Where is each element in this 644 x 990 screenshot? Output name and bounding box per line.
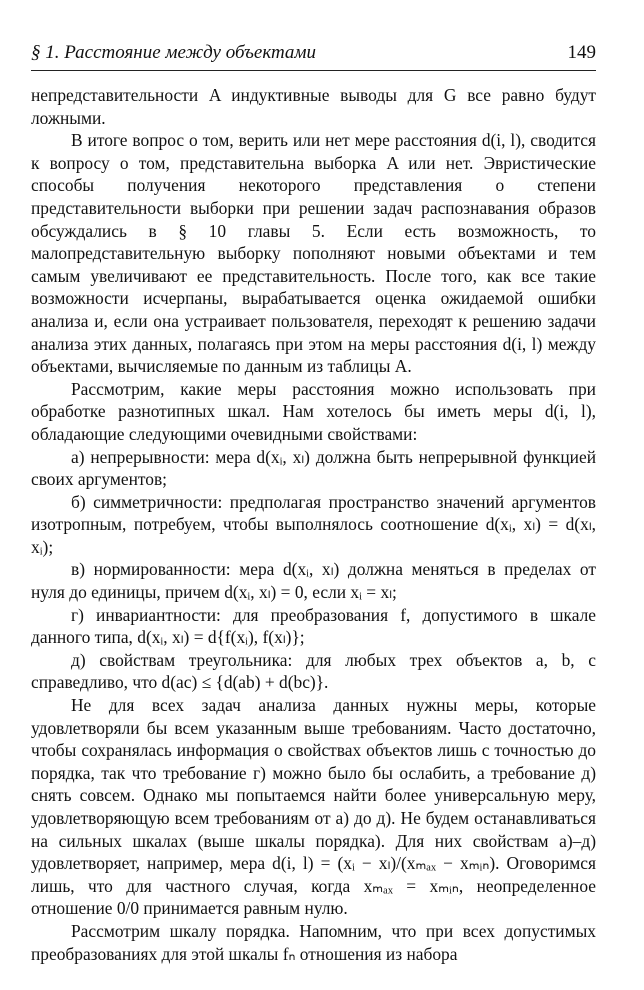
running-header (31, 42, 596, 71)
paragraph: непредставительности A индуктивные выводы для G все равно будут ложными. (31, 85, 596, 128)
list-item-triangle: д) свойствам треугольника: для любых трех объектов a, b, c справедливо, что d(ac) ≤ {d(ab) + d(bc)}. (31, 649, 596, 693)
paragraph: Рассмотрим, какие меры расстояния можно использовать при обработке разнотипных шкал. Нам хотелось бы иметь меры d(i, l), обладающие следующими очевидными свойствами: (31, 378, 596, 444)
body-text (31, 84, 596, 965)
list-item-invariance: г) инвариантности: для преобразования f, допустимого в шкале данного типа, d(xᵢ, xₗ) = d{f(xᵢ), f(xₗ)}; (31, 604, 596, 648)
list-item-continuity: а) непрерывности: мера d(xᵢ, xₗ) должна быть непрерывной функцией своих аргументов; (31, 446, 596, 490)
paragraph: Не для всех задач анализа данных нужны меры, которые удовлетворяли бы всем указанным выше требованиям. Часто достаточно, чтобы сохранялась информация о свойствах объектов лишь с точностью до порядка, так что требование г) можно было бы ослабить, а требование д) снять совсем. Однако мы попытаемся найти более универсальную меру, удовлетворяющую всем требованиям от а) до д). Не будем останавливаться на сильных шкалах (выше шкалы порядка). Для них свойствам а)–д) удовлетворяет, например, мера d(i, l) = (xᵢ − xₗ)/(xₘₐₓ − xₘᵢₙ). Оговоримся лишь, что для частного случая, когда xₘₐₓ = xₘᵢₙ, неопределенное отношение 0/0 принимается равным нулю. (31, 695, 596, 919)
list-item-normalization: в) нормированности: мера d(xᵢ, xₗ) должна меняться в пределах от нуля до единицы, причем d(xᵢ, xₗ) = 0, если xᵢ = xₗ; (31, 559, 596, 603)
section-title: § 1. Расстояние между объектами (31, 42, 317, 63)
page-number: 149 (567, 42, 596, 63)
list-item-symmetry: б) симметричности: предполагая пространство значений аргументов изотропным, потребуем, чтобы выполнялось соотношение d(xᵢ, xₗ) = d(xₗ, xᵢ); (31, 491, 596, 557)
paragraph: Рассмотрим шкалу порядка. Напомним, что при всех допустимых преобразованиях для этой шкалы fₙ отношения из набора (31, 920, 596, 964)
paragraph: В итоге вопрос о том, верить или нет мере расстояния d(i, l), сводится к вопросу о том, представительна выборка A или нет. Эвристические способы получения некоторого представления о степени представительности выборки при решении задач распознавания образов обсуждались в § 10 главы 5. Если есть возможность, то малопредставительную выборку пополняют новыми объектами и тем самым увеличивают ее представительность. После того, как все такие возможности исчерпаны, вырабатывается оценка ожидаемой ошибки анализа и, если она устраивает пользователя, переходят к решению задачи анализа этих данных, полагаясь при этом на меры расстояния d(i, l) между объектами, вычисляемые по данным из таблицы A. (31, 130, 596, 377)
